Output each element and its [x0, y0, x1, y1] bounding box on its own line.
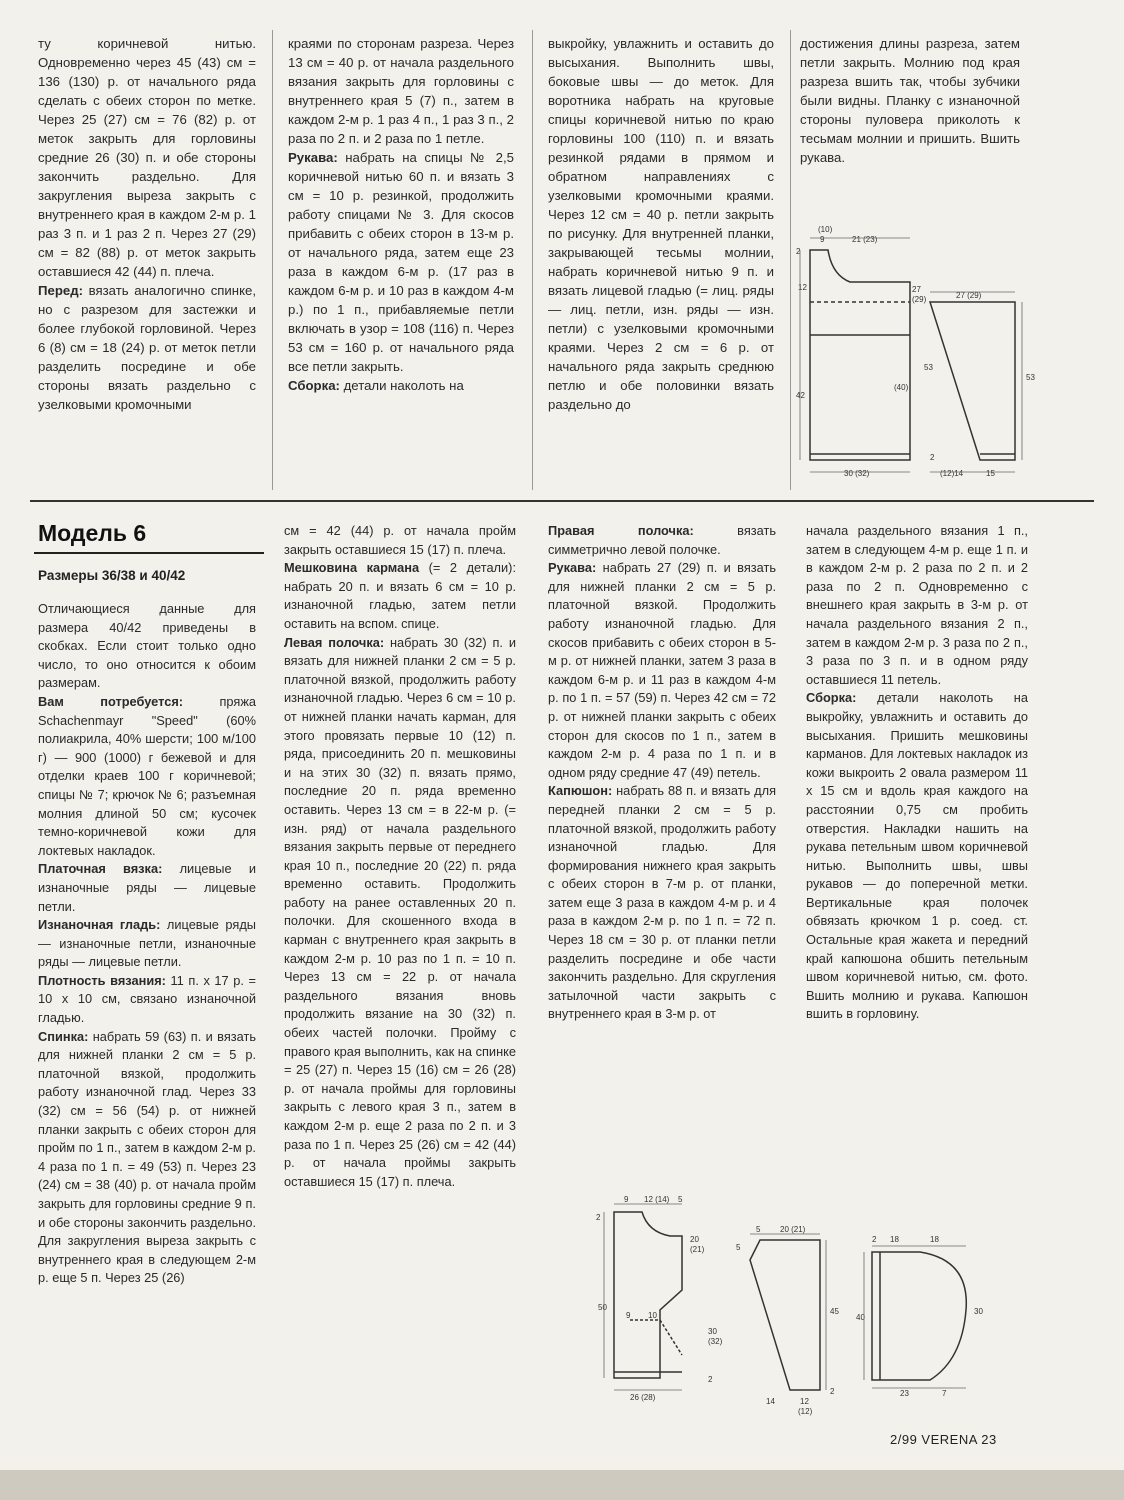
section-label-sleeves: Рукава:: [288, 150, 338, 165]
top-schematic-svg: [790, 220, 1050, 490]
section-label-assembly: Сборка:: [288, 378, 340, 393]
label: 21 (23): [852, 235, 878, 244]
label: 14: [766, 1397, 775, 1406]
page-footer: 2/99 VERENA 23: [890, 1432, 997, 1447]
label: 5: [756, 1225, 761, 1234]
label: 27: [912, 285, 921, 294]
label: 30: [974, 1307, 983, 1316]
top-column-1: [38, 34, 260, 414]
bottom-column-3: [548, 522, 780, 1024]
label: (29): [912, 295, 927, 304]
text: 11 п. х 17 р. = 10 х 10 см, связано изнаночной гладью.: [38, 972, 260, 1026]
text: достижения длины разреза, затем петли закрыть. Молнию под края разреза вшить так, чтобы зубчики были видны. Планку с изнаночной стороны пуловера приколоть к тесьмам молнии и пришить. Вшить рукава.: [800, 36, 1024, 165]
label: 30 (32): [844, 469, 870, 478]
label: 10: [648, 1311, 657, 1320]
body-outline: [810, 250, 910, 460]
label: 9: [626, 1311, 631, 1320]
bottom-column-2: [284, 522, 520, 1191]
top-column-4: [800, 34, 1024, 167]
label: 2: [872, 1235, 877, 1244]
sleeve-outline: [930, 302, 1015, 460]
label: 53: [1026, 373, 1035, 382]
label: (21): [690, 1245, 705, 1254]
label: 45: [830, 1307, 839, 1316]
text: детали наколоть на: [339, 378, 464, 393]
section-label-right-front: Правая полочка:: [548, 523, 694, 538]
top-column-2: [288, 34, 518, 395]
label: 30: [708, 1327, 717, 1336]
text: краями по сторонам разреза. Через 13 см = 40 р. от начала раздельного вязания закрыть для горловины с внутреннего края 5 (7) п., затем в каждом 2-м р. 1 раз 4 п., 1 раз 3 п., 2 раза по 2 п. и 2 раза по 1 петле.: [288, 36, 518, 146]
section-label-materials: Вам потребуется:: [38, 693, 184, 709]
label: 12: [800, 1397, 809, 1406]
title-underline: [34, 552, 264, 554]
label: (12)14: [940, 469, 964, 478]
label: 2: [830, 1387, 835, 1396]
label: 5: [678, 1195, 683, 1204]
label: (10): [818, 225, 833, 234]
column-divider: [272, 30, 273, 490]
bottom-schematic-svg: [590, 1190, 990, 1420]
label: 7: [942, 1389, 947, 1398]
text: начала раздельного вязания 1 п., затем в следующем 4-м р. еще 1 п. и в каждом 2-м р. 2 раза по 2 п. и 2 раза по 2 п. Одновременно с внешнего края закрыть в 3-м р. от начала раздельного вязания 2 п., затем в каждом 2-м р. 3 раза по 2 п., 3 раза по 3 п. и в одном ряду оставшиеся 11 петель.: [806, 523, 1032, 687]
bottom-pattern-schematic: [590, 1190, 990, 1420]
label: 15: [986, 469, 995, 478]
text: набрать 59 (63) п. и вязать для нижней планки 2 см = 5 р. платочной вязкой, продолжить работу изнаночной глад. Через 33 (32) см = 56 (54) р. от нижней планки закрыть с обеих сторон для пройм по 1 п., затем в каждом 2-м р. 4 раза по 1 п. = 49 (53) п. Через 23 (24) см = 38 (40) р. от начала пройм закрыть для горловины средние 9 п. и обе стороны закончить раздельно. Для закругления выреза закрыть с внутреннего края в следующем 2-м р. еще 5 п. Через 25 (26): [38, 1028, 260, 1286]
text: набрать 27 (29) п. и вязать для нижней планки 2 см = 5 р. платочной вязкой. Продолжить работу изнаночной гладью. Для скосов прибавить с обеих сторон в 5-м р. от нижней планки, затем 3 раза в каждом 6-м р. и 11 раз в каждом 4-м р. по 1 п. = 57 (59) п. Через 42 см = 72 р. от нижней планки закрыть с обеих сторон для скосов по 1 п., затем в каждом 2-м р. 4 раза по 1 п. и в одном ряду средние 47 (49) петель.: [548, 560, 780, 780]
section-label-sleeves: Рукава:: [548, 560, 597, 576]
column-divider: [532, 30, 533, 490]
text: (= 2 детали): набрать 20 п. и вязать 6 см = 10 р. изнаночной гладью, затем петли оставить на вспом. спице.: [284, 560, 520, 631]
section-label-gauge: Плотность вязания:: [38, 972, 166, 988]
label: 2: [796, 247, 801, 256]
section-label-hood: Капюшон:: [548, 783, 613, 799]
section-label-pocket: Мешковина кармана: [284, 560, 420, 576]
section-label-assembly: Сборка:: [806, 690, 857, 706]
label: 50: [598, 1303, 607, 1312]
label: 42: [796, 391, 805, 400]
label: 53: [924, 363, 933, 372]
label: 18: [890, 1235, 899, 1244]
text: см = 42 (44) р. от начала пройм закрыть оставшиеся 15 (17) п. плеча.: [284, 523, 520, 557]
label: 9: [624, 1195, 629, 1204]
label: 18: [930, 1235, 939, 1244]
hood-outline: [872, 1252, 966, 1380]
label: 2: [930, 453, 935, 462]
section-divider: [30, 500, 1094, 502]
section-label-front: Перед:: [38, 283, 83, 298]
top-column-3: [548, 34, 778, 414]
text: лицевые и изнаночные ряды — лицевые петли.: [38, 861, 260, 914]
label: 27 (29): [956, 291, 982, 300]
section-label-back: Спинка:: [38, 1028, 89, 1044]
text: ту коричневой нитью. Одновременно через 45 (43) см = 136 (130) р. от начального ряда сделать с обеих сторон по метке. Через 25 (27) см = 76 (82) р. от меток закрыть для горловины средние 26 (30) п. и обе стороны закончить раздельно. Для закругления выреза закрыть с внутреннего края в каждом 2-м р. 1 раз 3 п. и 1 раз 2 п. Через 27 (29) см = 82 (88) р. от меток закрыть оставшиеся 42 (44) п. плеча.: [38, 36, 260, 279]
text: детали наколоть на выкройку, увлажнить и оставить до высыхания. Пришить мешковины карманов. Для локтевых накладок из кожи выкроить 2 овала размером 11 х 15 см и вдоль края каждого на расстоянии 0,75 см пробить отверстия. Накладки нашить на рукава петельным швом коричневой нитью. Выполнить швы, швы рукавов — до поперечной метки. Вертикальные края полочек обвязать крючком 1 р. соед. ст. Остальные края жакета и передний край капюшона обшить петельным швом коричневой нитью, см. фото. Вшить молнию и рукава. Капюшон вшить в горловину.: [806, 690, 1032, 1022]
text: набрать на спицы № 2,5 коричневой нитью 60 п. и вязать 3 см = 10 р. резинкой, продолжить работу спицами № 3. Для скосов прибавить с обеих сторон в 13-м р. от начального ряда, затем еще 23 раза в каждом 6-м р. (17 раз в каждом 6-м р. и 10 раз в каждом 4-м р.) по 1 п., прибавляемые петли включать в узор = 108 (116) п. Через 53 см = 160 р. от начального ряда все петли закрыть.: [288, 150, 518, 374]
label: (32): [708, 1337, 723, 1346]
section-label-left-front: Левая полочка:: [284, 634, 385, 650]
model-title: Модель 6: [38, 520, 147, 546]
section-label-reverse-stockinette: Изнаночная гладь:: [38, 917, 161, 933]
bottom-column-4: [806, 522, 1032, 1024]
front-outline: [614, 1212, 682, 1378]
text: вязать аналогично спинке, но с разрезом для застежки и более глубокой горловиной. Через 6 (8) см = 18 (24) р. от меток петли разделить посредине и обе стороны вязать раздельно с узелковыми кромочными: [38, 283, 260, 412]
label: 26 (28): [630, 1393, 656, 1402]
label: 40: [856, 1313, 865, 1322]
label: 12: [798, 283, 807, 292]
text: пряжа Schachenmayr "Speed" (60% полиакрила, 40% шерсти; 100 м/100 г) — 900 (1000) г бежевой и для отделки краев 100 г коричневой; спицы № 7; крючок № 6; разъемная молния длиной 50 см; кусочек темно-коричневой кожи для локтевых накладок.: [38, 693, 260, 858]
pocket-outline: [630, 1320, 682, 1355]
text: вязать симметрично левой полочке.: [548, 523, 780, 557]
text: набрать 30 (32) п. и вязать для нижней планки 2 см = 5 р. платочной вязкой, продолжить работу изнаночной гладью. Через 6 см = 10 р. от нижней планки начать карман, для этого провязать первые 10 (12) п. ряда, присоединить 20 п. мешковины и на этих 30 (32) п. вязать прямо, последние 20 п. ряда временно оставить. Через 13 см = в 22-м р. (= изн. ряд) от начала раздельного вязания закрыть первые от переднего края 10 п., последние 20 (22) п. ряда временно оставить. Продолжить работу на ранее оставленных 20 п. полочки. Для скошенного входа в карман с внутреннего края закрыть в каждом 2-м р. 10 раз по 1 п. = 10 п. Через 13 см = 22 р. от начала раздельного вязания вновь продолжить вязание на 30 (32) п. обеих частей полочки. Пройму с правого края выполнить, как на спинке = 25 (27) п. Через 15 (16) см = 26 (28) р. от начала проймы для горловины закрыть с левого края 3 п., затем в каждом 2-м р. еще 2 раза по 2 п. и 3 раза по 1 п. Через 25 (26) см = 42 (44) р. от начала проймы закрыть оставшиеся 15 (17) п. плеча.: [284, 634, 520, 1189]
label: 2: [596, 1213, 601, 1222]
text: лицевые ряды — изнаночные петли, изнаночные ряды — лицевые петли.: [38, 917, 260, 970]
label: (40): [894, 383, 909, 392]
label: 20 (21): [780, 1225, 806, 1234]
model-sizes: Размеры 36/38 и 40/42: [38, 568, 186, 583]
sleeve-outline: [750, 1240, 820, 1390]
label: 5: [736, 1243, 741, 1252]
label: (12): [798, 1407, 813, 1416]
label: 9: [820, 235, 825, 244]
label: 23: [900, 1389, 909, 1398]
label: 12 (14): [644, 1195, 670, 1204]
bottom-column-1: [38, 600, 260, 1288]
top-pattern-schematic: [790, 220, 1050, 490]
text: набрать 88 п. и вязать для передней планки 2 см = 5 р. платочной вязкой, продолжить работу изнаночной гладью. Для формирования нижнего края закрыть с обеих сторон в 7-м р. от планки, затем еще 3 раза в каждом 4-м р. и 4 раза в каждом 2-м р. по 1 п. = 72 п. Через 18 см = 30 р. от планки петли разделить посредине и обе части закончить раздельно. Для скругления затылочной части закрыть с внутреннего края в 3-м р. от: [548, 783, 780, 1022]
text: Отличающиеся данные для размера 40/42 приведены в скобках. Если стоит только одно число, то оно относится к обоим размерам.: [38, 601, 260, 691]
text: выкройку, увлажнить и оставить до высыхания. Выполнить швы, боковые швы — до меток. Для воротника набрать на круговые спицы коричневой нитью по краю горловины 100 (110) п. и вязать резинкой рядами в прямом и обратном направлениях с узелковыми кромочными краями. Через 12 см = 40 р. петли закрыть по рисунку. Для внутренней планки, закрывающей тесьмы молнии, набрать коричневой нитью 9 п. и вязать лицевой гладью (= лиц. ряды — лиц. петли, изн. ряды — изн. петли) с узелковыми кромочными краями. Через 2 см = 6 р. от начального ряда закрыть среднюю петлю и обе половинки вязать раздельно до: [548, 36, 778, 412]
label: 20: [690, 1235, 699, 1244]
page-edge-shadow: [0, 1470, 1124, 1500]
label: 2: [708, 1375, 713, 1384]
section-label-garter: Платочная вязка:: [38, 861, 163, 877]
